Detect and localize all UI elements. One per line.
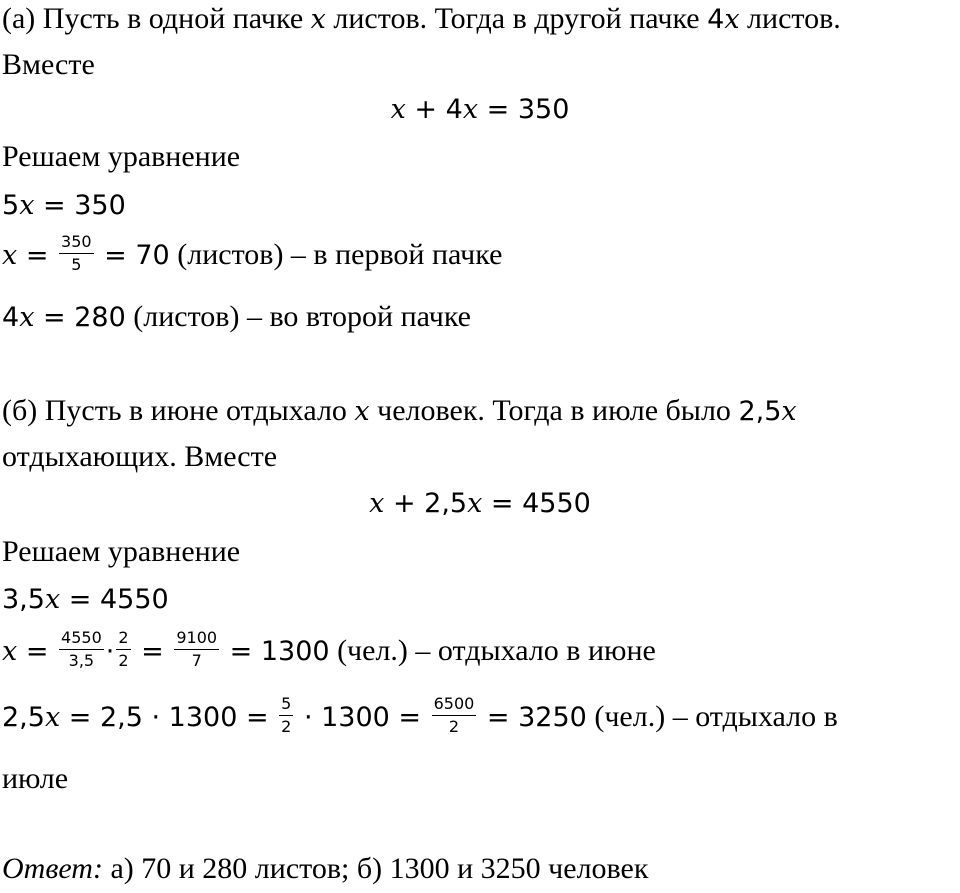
part-b-step1: 3,5x = 4550 xyxy=(2,584,169,615)
part-a-step2: x = $\frac{350}{5}$ = 70 (листов) – в первой пачке xyxy=(2,232,503,275)
part-b-step2: x = $\frac{4550}{3,5}$ · $\frac{2}{2}$ = $\frac{9100}{7}$ = 1300 (чел.) – отдыхало в июне xyxy=(2,628,656,671)
part-a-step3: 4x = 280 (листов) – во второй пачке xyxy=(2,300,471,333)
fraction-9100-over-7: $\frac{9100}{7}$ xyxy=(176,628,218,671)
part-b-step3-wrap: июле xyxy=(2,762,69,795)
part-a-together-label: Вместе xyxy=(2,48,95,81)
part-b-step3: 2,5x = 2,5 · 1300 = $\frac{5}{2}$ · 1300 = $\frac{6500}{2}$ = 3250 (чел.) – отдыхало в xyxy=(2,694,838,737)
fraction-2-over-2: $\frac{2}{2}$ xyxy=(118,628,129,671)
part-b-intro-line: (б) Пусть в июне отдыхало x человек. Тогда в июле было 2,5x xyxy=(2,394,797,427)
fraction-6500-over-2: $\frac{6500}{2}$ xyxy=(433,694,475,737)
answer-label: Ответ: xyxy=(2,852,103,885)
variable-x: x xyxy=(724,4,740,35)
part-a-step1: 5x = 350 xyxy=(2,190,126,221)
answer-line xyxy=(2,854,648,884)
answer-text: а) 70 и 280 листов; б) 1300 и 3250 человек xyxy=(102,852,649,885)
part-b-solve-label: Решаем уравнение xyxy=(2,535,241,568)
fraction-4550-over-3-5: $\frac{4550}{3,5}$ xyxy=(61,628,102,671)
part-a-solve-label: Решаем уравнение xyxy=(2,140,241,173)
variable-x: x xyxy=(310,4,326,35)
part-a-equation: x + 4x = 350 xyxy=(390,94,570,125)
part-b-together-label: отдыхающих. Вместе xyxy=(2,440,278,473)
part-b-equation: x + 2,5x = 4550 xyxy=(369,488,591,519)
fraction-5-over-2: $\frac{5}{2}$ xyxy=(281,694,292,737)
fraction-350-over-5: $\frac{350}{5}$ xyxy=(61,232,92,275)
part-a-intro-line: (а) Пусть в одной пачке x листов. Тогда в другой пачке 4x листов. xyxy=(2,2,841,35)
